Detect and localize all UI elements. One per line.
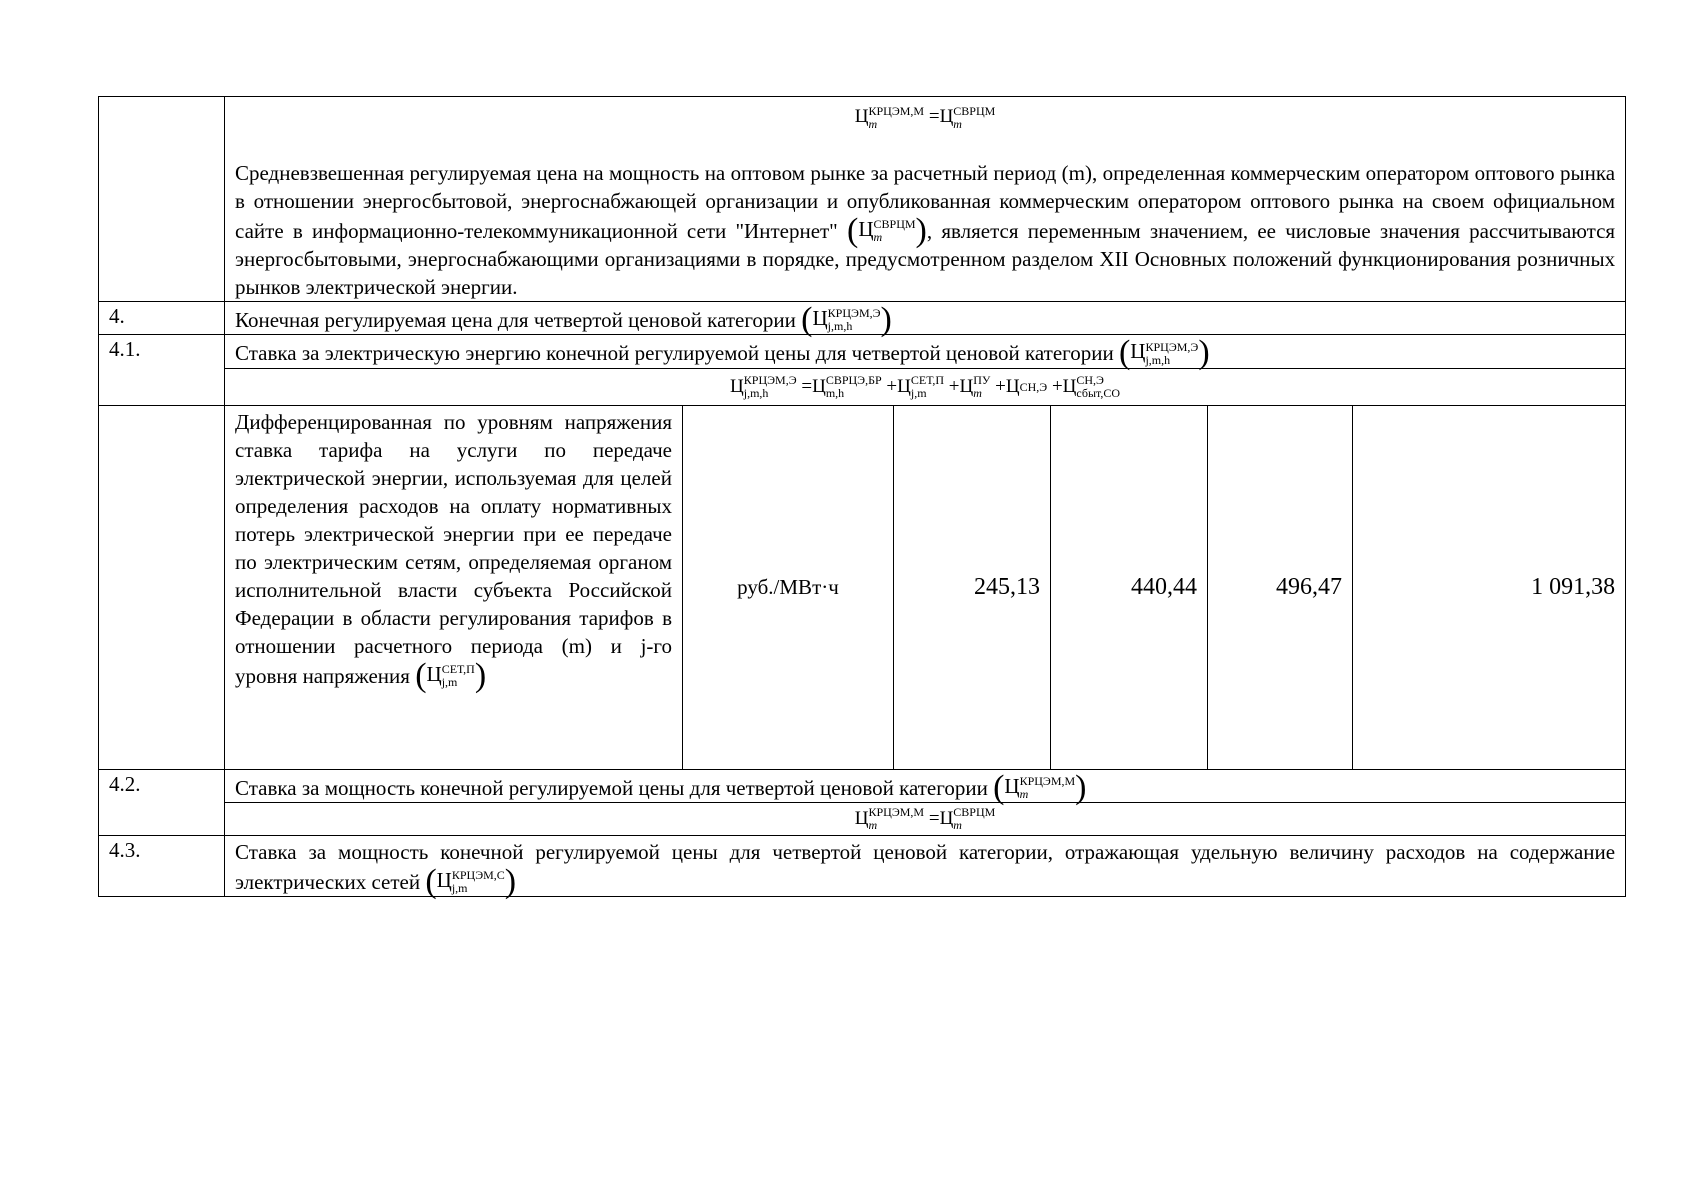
row-4-1 xyxy=(99,335,1626,368)
paragraph-power-price: Средневзвешенная регулируемая цена на мощность на оптовом рынке за расчетный период (m), определенная коммерческим оператором оптового рынка в отношении энергосбытовой, энергоснабжающей организации и опубликованная коммерческим оператором оптового рынка на своем официальном сайте в информационно-телекоммуникационной сети "Интернет" (Ц СВРЦМ m ), является переменным значением, ее числовые значения рассчитываются энергосбытовыми, энергоснабжающими организациями в порядке, предусмотренном разделом XII Основных положений функционирования розничных рынков электрической энергии. xyxy=(235,161,1616,300)
row-4-2-formula xyxy=(99,802,1626,835)
row-4-1-title: Ставка за электрическую энергию конечной регулируемой цены для четвертой ценовой категории xyxy=(235,341,1114,366)
value-nn: 1 091,38 xyxy=(1353,405,1626,769)
value-sn1: 440,44 xyxy=(1051,405,1208,769)
tariff-table xyxy=(98,96,1626,900)
unit-cell: руб./МВт·ч xyxy=(683,405,894,769)
row-number: 4. xyxy=(99,302,225,335)
row-number-cell xyxy=(99,405,225,769)
value-vn: 245,13 xyxy=(894,405,1051,769)
symbol-svrcm: (Ц СВРЦМ m ) xyxy=(847,212,927,250)
formula-cell xyxy=(225,368,1626,405)
formula-cell xyxy=(225,802,1626,835)
tariff-description: Дифференцированная по уровням напряжения ставка тарифа на услуги по передаче электрической энергии, используемая для целей определения расходов на оплату нормативных потерь электрической энергии при ее передаче по электрическим сетям, определяемая органом исполнительной власти субъекта Российской Федерации в области регулирования тарифов в отношении расчетного периода (m) и j-го уровня напряжения (Ц СЕТ,П j,m ) xyxy=(225,405,683,769)
row-content-cell xyxy=(225,835,1626,900)
symbol-krcem-s: (Ц КРЦЭМ,С j,m ) xyxy=(425,862,517,900)
row-4-1-formula xyxy=(99,368,1626,405)
row-4 xyxy=(99,302,1626,335)
row-content-cell xyxy=(225,301,1626,339)
row-content-cell xyxy=(225,768,1626,806)
symbol-set-p: (Ц СЕТ,П j,m ) xyxy=(415,656,487,694)
row-content-cell xyxy=(225,334,1626,372)
row-number-cell xyxy=(99,97,225,302)
row-3-continued xyxy=(99,97,1626,302)
row-number: 4.3. xyxy=(99,835,225,896)
row-4-3-title: Ставка за мощность конечной регулируемой цены для четвертой ценовой категории, отражающая удельную величину расходов на содержание электрических сетей xyxy=(235,839,1616,894)
symbol-krcem-e: (Ц КРЦЭМ,Э j,m,h ) xyxy=(801,301,892,339)
row-number: 4.1. xyxy=(99,335,225,405)
formula-power-rate: Ц КРЦЭМ,М m =Ц СВРЦМ m xyxy=(854,103,996,131)
row-number: 4.2. xyxy=(99,769,225,835)
row-tariff-detail xyxy=(99,405,1626,769)
row-4-title: Конечная регулируемая цена для четвертой ценовой категории xyxy=(235,308,796,333)
symbol-krcem-m: (Ц КРЦЭМ,М m ) xyxy=(993,768,1087,806)
row-4-2 xyxy=(99,769,1626,802)
row-4-3 xyxy=(99,835,1626,896)
row-4-2-title: Ставка за мощность конечной регулируемой цены для четвертой ценовой категории xyxy=(235,775,988,800)
formula-energy-rate: Ц КРЦЭМ,Э j,m,h =Ц СВРЦЭ,БР m,h +Ц СЕТ,П j,m +Ц ПУ m +Ц СН,Э +Ц СН,Э сбыт,СО xyxy=(730,373,1121,401)
symbol-krcem-e: (Ц КРЦЭМ,Э j,m,h ) xyxy=(1118,334,1210,372)
row-content-cell xyxy=(225,97,1626,302)
formula-power-rate: Ц КРЦЭМ,М m =Ц СВРЦМ m xyxy=(854,805,996,833)
value-sn2: 496,47 xyxy=(1208,405,1353,769)
